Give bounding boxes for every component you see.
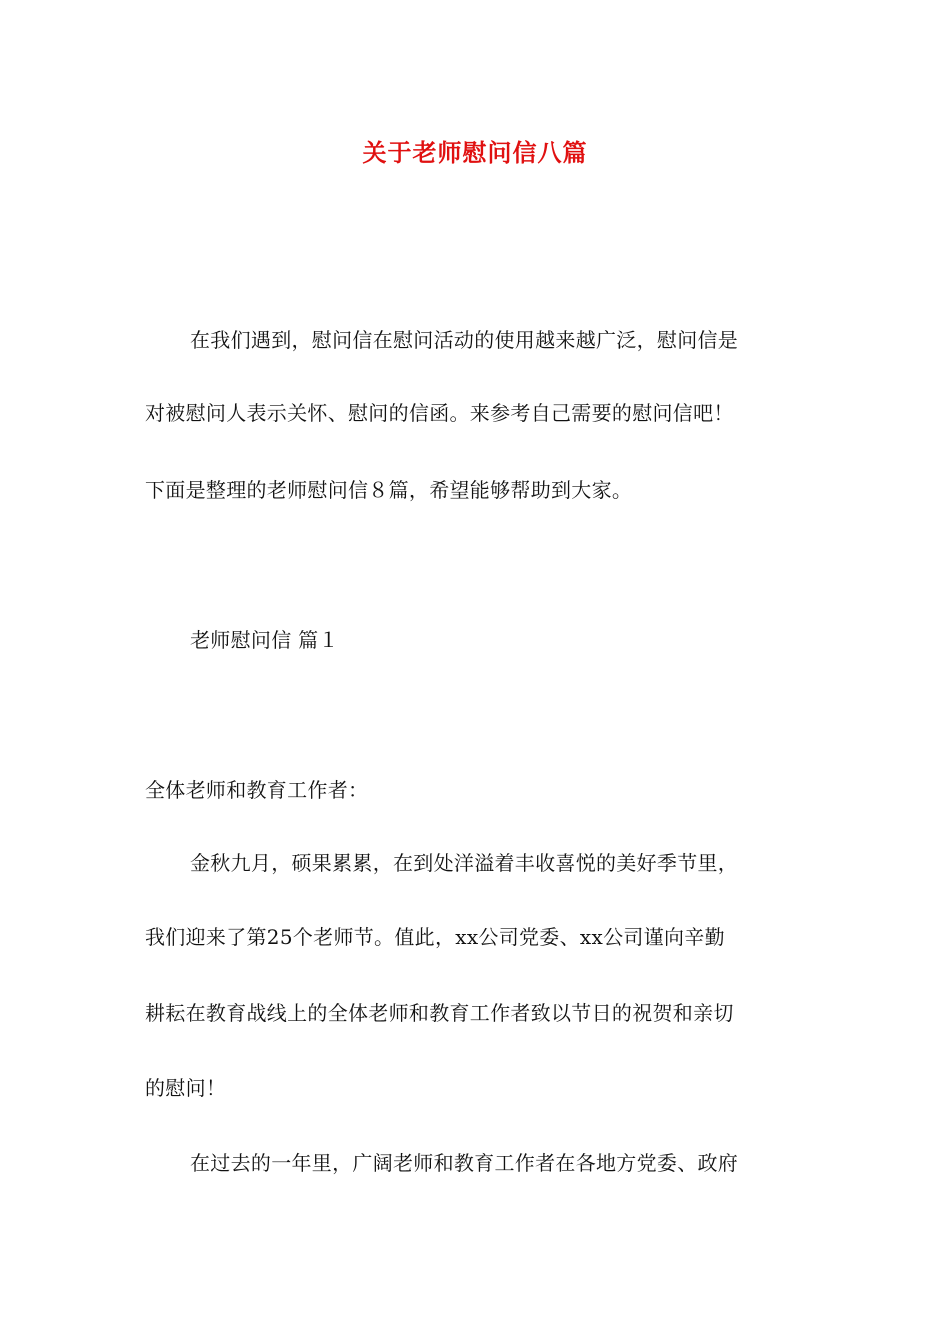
salutation: 全体老师和教育工作者： [145, 778, 369, 802]
intro-line-2: 对被慰问人表示关怀、慰问的信函。来参考自己需要的慰问信吧！ [145, 401, 734, 425]
paragraph-1-line-1: 金秋九月，硕果累累，在到处洋溢着丰收喜悦的美好季节里， [190, 851, 739, 875]
paragraph-1-line-4: 的慰问！ [145, 1076, 227, 1100]
paragraph-1-line-3: 耕耘在教育战线上的全体老师和教育工作者致以节日的祝贺和亲切 [145, 1001, 734, 1025]
section-heading: 老师慰问信 篇１ [190, 628, 339, 652]
document-title: 关于老师慰问信八篇 [362, 138, 588, 167]
intro-line-3: 下面是整理的老师慰问信８篇，希望能够帮助到大家。 [145, 478, 633, 502]
paragraph-1-line-2: 我们迎来了第25个老师节。值此，xx公司党委、xx公司谨向辛勤 [145, 925, 725, 949]
paragraph-2-line-1: 在过去的一年里，广阔老师和教育工作者在各地方党委、政府 [190, 1151, 739, 1175]
intro-line-1: 在我们遇到，慰问信在慰问活动的使用越来越广泛，慰问信是 [190, 328, 739, 352]
